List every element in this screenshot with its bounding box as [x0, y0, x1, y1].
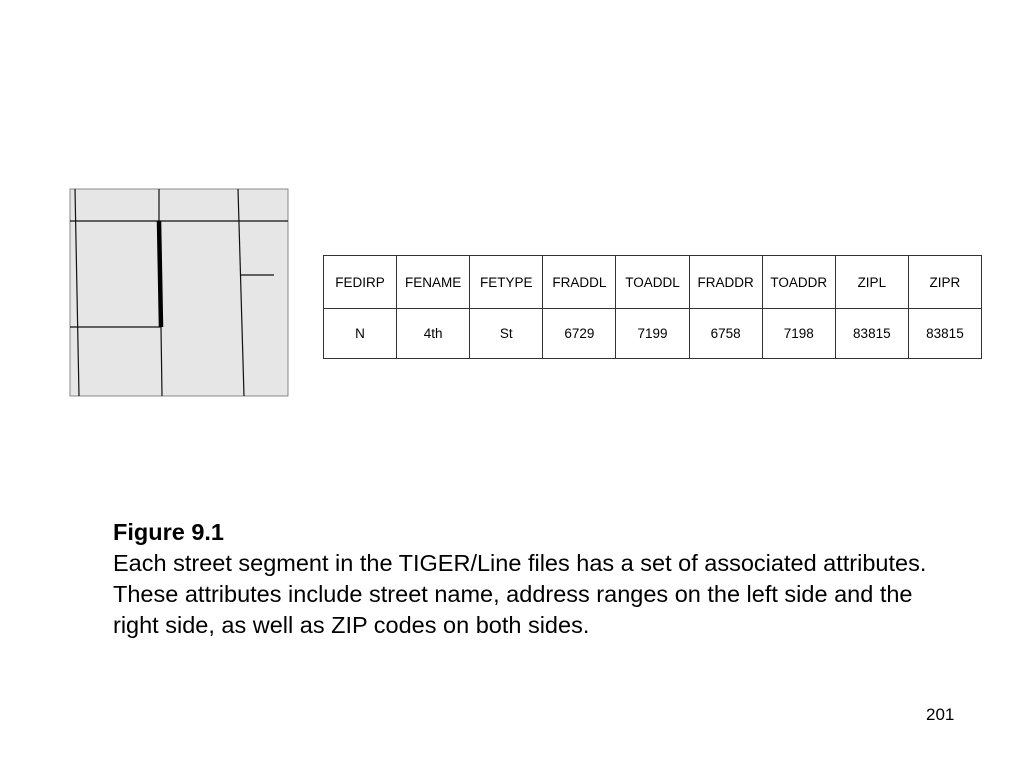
table-row — [324, 309, 982, 359]
street-map — [68, 188, 292, 400]
table-cell: 83815 — [908, 309, 981, 359]
column-header: FRADDR — [689, 256, 762, 309]
figure-title: Figure 9.1 — [113, 519, 225, 545]
table-cell: St — [470, 309, 543, 359]
figure-caption — [113, 517, 943, 641]
table-header-row — [324, 256, 982, 309]
column-header: FRADDL — [543, 256, 616, 309]
column-header: FETYPE — [470, 256, 543, 309]
table-cell: 6729 — [543, 309, 616, 359]
column-header: ZIPL — [835, 256, 908, 309]
highlighted-street-segment — [159, 221, 161, 327]
table-cell: 7199 — [616, 309, 689, 359]
table-cell: 4th — [397, 309, 470, 359]
page-number: 201 — [926, 705, 955, 724]
map-background — [70, 189, 288, 396]
table-cell: 7198 — [762, 309, 835, 359]
column-header: TOADDR — [762, 256, 835, 309]
column-header: ZIPR — [908, 256, 981, 309]
figure-description: Each street segment in the TIGER/Line files has a set of associated attributes. These attributes include street name, address ranges on the left side and the right side, as well as ZIP codes on both sides. — [113, 550, 927, 638]
column-header: FENAME — [397, 256, 470, 309]
table-cell: N — [324, 309, 397, 359]
table-cell: 6758 — [689, 309, 762, 359]
attribute-table — [323, 255, 982, 359]
table-cell: 83815 — [835, 309, 908, 359]
column-header: TOADDL — [616, 256, 689, 309]
column-header: FEDIRP — [324, 256, 397, 309]
